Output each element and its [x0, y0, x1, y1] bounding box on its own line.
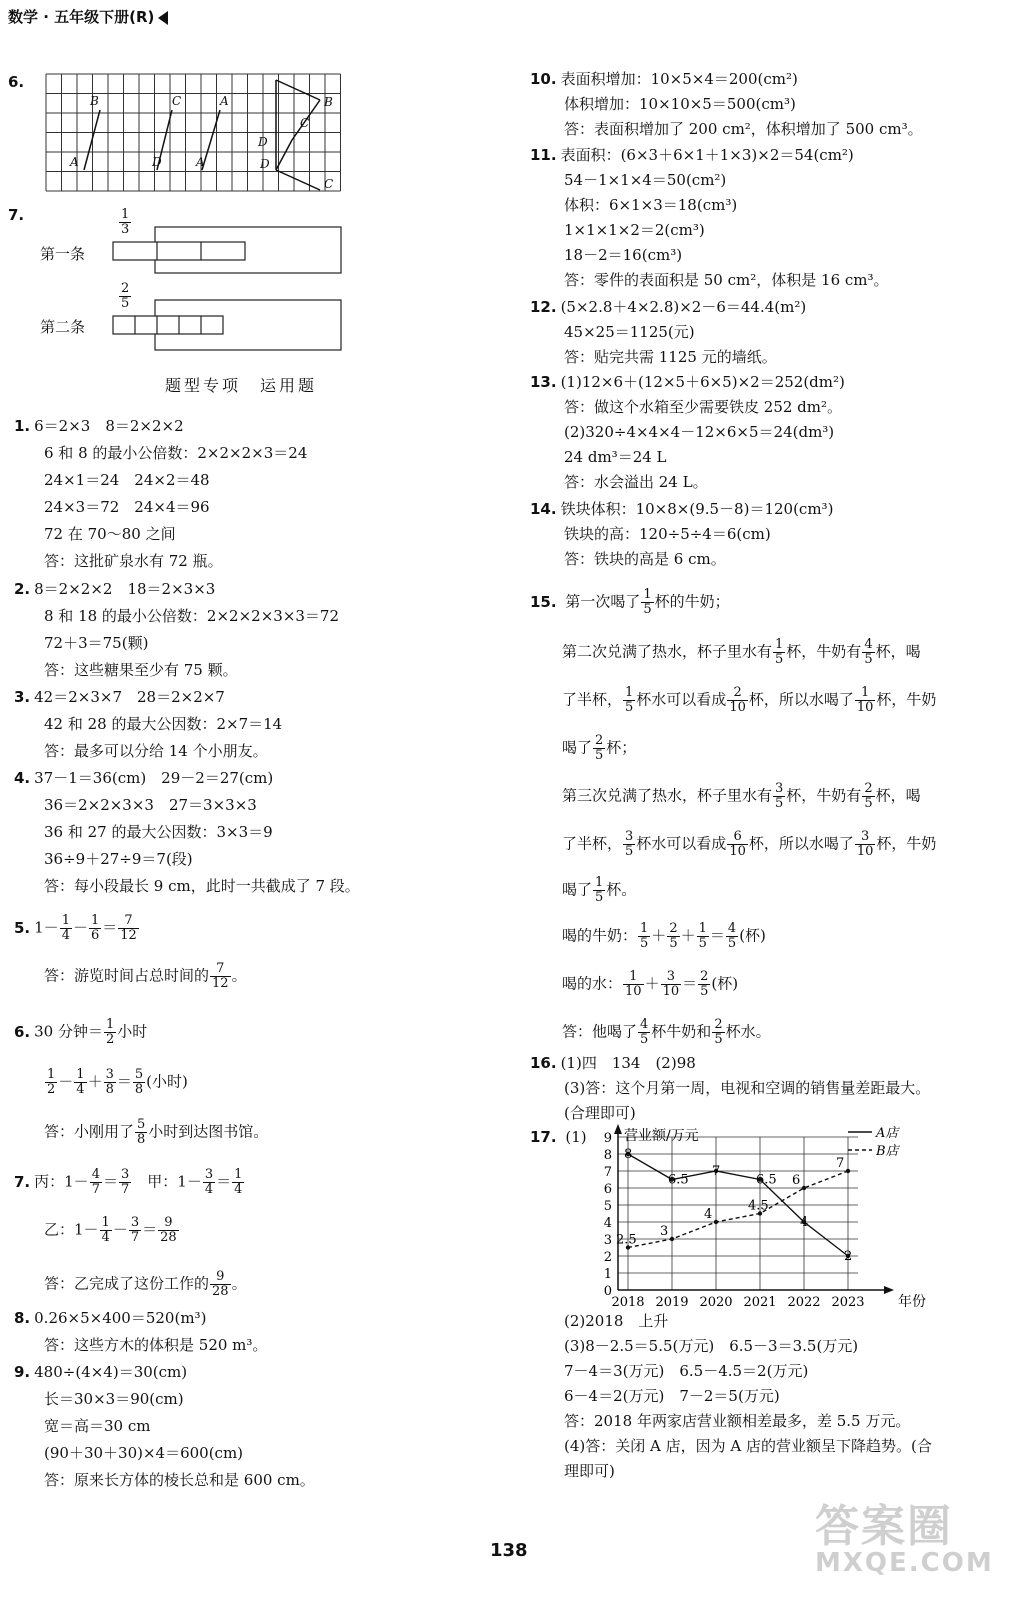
- y-tick-label: 6: [603, 1182, 612, 1197]
- answer-line: 18－2＝16(cm³): [564, 246, 683, 264]
- y-tick-label: 7: [603, 1165, 612, 1180]
- answer-line: 答：每小段最长 9 cm，此时一共截成了 7 段。: [44, 877, 360, 895]
- data-label: 4: [704, 1207, 713, 1222]
- answer-line: 4. 37－1＝36(cm) 29－2＝27(cm): [14, 769, 274, 787]
- legend-label: B店: [876, 1144, 899, 1159]
- grid-label: C: [172, 94, 182, 108]
- question-number: 13.: [530, 373, 557, 391]
- question-number: 2.: [14, 580, 31, 598]
- grid-label: A: [70, 155, 79, 169]
- data-label: 6: [792, 1173, 801, 1188]
- answer-line: 16. (1)四 134 (2)98: [530, 1054, 696, 1072]
- q17-line-chart: [580, 1122, 926, 1310]
- q5-line1: 5. 1－ $\frac{1}{4}$ － $\frac{1}{6}$ ＝ $\frac{7}{12}$: [14, 913, 137, 943]
- y-tick-label: 8: [603, 1148, 612, 1163]
- grid-label: A: [196, 155, 205, 169]
- answer-line: 体积增加：10×10×5＝500(cm³): [564, 95, 796, 113]
- q6-grid-figure: [44, 70, 340, 196]
- answer-line: 24 dm³＝24 L: [564, 448, 667, 466]
- answer-line: 答：原来长方体的棱长总和是 600 cm。: [44, 1471, 315, 1489]
- q7b-line1: 7. 丙：1－ $\frac{4}{7}$ ＝ $\frac{3}{7}$ 甲：1－ $\frac{3}{4}$ ＝ $\frac{1}{4}$: [14, 1167, 243, 1197]
- answer-line: 13. (1)12×6＋(12×5＋6×5)×2＝252(dm²): [530, 373, 845, 391]
- grid-label: D: [260, 157, 270, 171]
- answer-line: (90＋30＋30)×4＝600(cm): [44, 1444, 244, 1462]
- answer-line: 理即可): [564, 1462, 615, 1480]
- data-point: [670, 1237, 674, 1241]
- answer-line: 铁块的高：120÷5÷4＝6(cm): [564, 525, 771, 543]
- data-point: [846, 1169, 850, 1173]
- x-tick-label: 2022: [787, 1295, 821, 1310]
- answer-line: 9. 480÷(4×4)＝30(cm): [14, 1363, 188, 1381]
- x-axis-arrow-icon: [884, 1286, 894, 1294]
- answer-line: 72 在 70～80 之间: [44, 525, 176, 543]
- x-tick-label: 2021: [743, 1295, 777, 1310]
- q15-line4: 喝了 $\frac{2}{5}$ 杯；: [562, 733, 637, 763]
- data-label: 3: [660, 1224, 669, 1239]
- answer-line: 答：铁块的高是 6 cm。: [564, 550, 726, 568]
- q15-line7: 喝了 $\frac{1}{5}$ 杯。: [562, 875, 637, 905]
- answer-line: 36＝2×2×3×3 27＝3×3×3: [44, 796, 257, 814]
- question-number: 4.: [14, 769, 31, 787]
- legend-label: A店: [876, 1126, 899, 1141]
- q15-line3: 了半杯， $\frac{1}{5}$ 杯水可以看成 $\frac{2}{10}$ 杯，所以水喝了 $\frac{1}{10}$ 杯，牛奶: [562, 685, 937, 715]
- answer-line: 10. 表面积增加：10×5×4＝200(cm²): [530, 70, 798, 88]
- x-tick-label: 2020: [699, 1295, 733, 1310]
- q15-line8: 喝的牛奶： $\frac{1}{5}$ ＋ $\frac{2}{5}$ ＋ $\frac{1}{5}$ ＝ $\frac{4}{5}$ (杯): [562, 921, 766, 951]
- answer-line: 7－4＝3(万元) 6.5－4.5＝2(万元): [564, 1362, 809, 1380]
- y-tick-label: 9: [603, 1131, 612, 1146]
- answer-line: 24×3＝72 24×4＝96: [44, 498, 210, 516]
- q7b-answer: 答：乙完成了这份工作的 $\frac{9}{28}$ 。: [44, 1269, 247, 1299]
- x-axis-label: 年份: [898, 1294, 926, 1310]
- strip1-fraction: 1 3: [121, 207, 130, 237]
- data-label: 6.5: [756, 1172, 777, 1188]
- answer-line: 1. 6＝2×3 8＝2×2×2: [14, 417, 184, 435]
- q15-line9: 喝的水： $\frac{1}{10}$ ＋ $\frac{3}{10}$ ＝ $\frac{2}{5}$ (杯): [562, 969, 739, 999]
- grid-label: D: [152, 155, 162, 169]
- q7-number: 7.: [8, 206, 25, 224]
- answer-line: 8. 0.26×5×400＝520(m³): [14, 1309, 207, 1327]
- y-tick-label: 3: [603, 1233, 612, 1248]
- section-title: 题型专项 运用题: [165, 376, 318, 395]
- header-triangle-icon: [158, 11, 168, 25]
- answer-line: 答：表面积增加了 200 cm²，体积增加了 500 cm³。: [564, 120, 923, 138]
- answer-line: (3)8－2.5＝5.5(万元) 6.5－3＝3.5(万元): [564, 1337, 859, 1355]
- question-number: 16.: [530, 1054, 557, 1072]
- answer-line: 宽＝高＝30 cm: [44, 1417, 151, 1435]
- y-tick-label: 0: [603, 1284, 612, 1299]
- grid-label: C: [300, 116, 310, 130]
- data-point: [714, 1220, 718, 1224]
- answer-line: 42 和 28 的最大公因数：2×7＝14: [44, 715, 283, 733]
- q15-line2: 第二次兑满了热水，杯子里水有 $\frac{1}{5}$ 杯，牛奶有 $\frac{4}{5}$ 杯，喝: [562, 637, 921, 667]
- q6-number: 6.: [8, 73, 25, 91]
- data-label: 6.5: [668, 1172, 689, 1188]
- q15-line1: 15. 第一次喝了 $\frac{1}{5}$ 杯的牛奶；: [530, 587, 730, 617]
- answer-line: 36 和 27 的最大公因数：3×3＝9: [44, 823, 273, 841]
- answer-line: 72＋3＝75(颗): [44, 634, 149, 652]
- q6b-line1: 6. 30 分钟＝ $\frac{1}{2}$ 小时: [14, 1017, 148, 1047]
- answer-line: 体积：6×1×3＝18(cm³): [564, 196, 738, 214]
- question-number: 1.: [14, 417, 31, 435]
- answer-line: 3. 42＝2×3×7 28＝2×2×7: [14, 688, 225, 706]
- q15-line6: 了半杯， $\frac{3}{5}$ 杯水可以看成 $\frac{6}{10}$ 杯，所以水喝了 $\frac{3}{10}$ 杯，牛奶: [562, 829, 937, 859]
- q6b-line2: $\frac{1}{2}$ － $\frac{1}{4}$ ＋ $\frac{3}{8}$ ＝ $\frac{5}{8}$ (小时): [47, 1067, 188, 1097]
- answer-line: (4)答：关闭 A 店，因为 A 店的营业额呈下降趋势。(合: [564, 1437, 932, 1455]
- y-axis-label: 营业额/万元: [624, 1128, 699, 1144]
- answer-line: 答：零件的表面积是 50 cm²，体积是 16 cm³。: [564, 271, 889, 289]
- data-point: [802, 1186, 806, 1190]
- question-number: 12.: [530, 298, 557, 316]
- answer-line: 12. (5×2.8＋4×2.8)×2－6＝44.4(m²): [530, 298, 807, 316]
- data-label: 2: [844, 1249, 853, 1264]
- answer-line: (合理即可): [564, 1104, 636, 1122]
- answer-line: (2)2018 上升: [564, 1312, 669, 1330]
- q5-answer: 答：游览时间占总时间的 $\frac{7}{12}$ 。: [44, 961, 247, 991]
- strip2-fraction: 2 5: [121, 281, 130, 311]
- q6b-answer: 答：小刚用了 $\frac{5}{8}$ 小时到达图书馆。: [44, 1117, 269, 1147]
- answer-line: 答：这批矿泉水有 72 瓶。: [44, 552, 223, 570]
- grid-label: B: [324, 95, 333, 109]
- answer-line: 54－1×1×4＝50(cm²): [564, 171, 727, 189]
- answer-line: 答：这些方木的体积是 520 m³。: [44, 1336, 268, 1354]
- q17-line1: 17. (1): [530, 1128, 587, 1146]
- answer-line: 答：贴完共需 1125 元的墙纸。: [564, 348, 777, 366]
- grid-label: D: [258, 135, 268, 149]
- answer-line: 答：这些糖果至少有 75 颗。: [44, 661, 238, 679]
- data-label: 4: [800, 1215, 809, 1230]
- y-axis-arrow-icon: [614, 1124, 622, 1134]
- header-title: 数学 · 五年级下册(R): [8, 8, 155, 26]
- watermark-logo: 答案圈 MXQE.COM: [815, 1501, 994, 1578]
- x-tick-label: 2019: [655, 1295, 689, 1310]
- data-label: 7: [712, 1164, 721, 1179]
- question-number: 14.: [530, 500, 557, 518]
- answer-line: 14. 铁块体积：10×8×(9.5－8)＝120(cm³): [530, 500, 834, 518]
- page-header: [8, 6, 168, 27]
- question-number: 3.: [14, 688, 31, 706]
- answer-line: 6 和 8 的最小公倍数：2×2×2×3＝24: [44, 444, 308, 462]
- answer-line: 1×1×1×2＝2(cm³): [564, 221, 705, 239]
- answer-line: 长＝30×3＝90(cm): [44, 1390, 184, 1408]
- grid-label: C: [324, 177, 334, 191]
- data-label: 4.5: [748, 1198, 769, 1214]
- strip2-label: 第二条: [40, 318, 86, 336]
- answer-line: 11. 表面积：(6×3＋6×1＋1×3)×2＝54(cm²): [530, 146, 854, 164]
- answer-line: 6－4＝2(万元) 7－2＝5(万元): [564, 1387, 780, 1405]
- grid-label: A: [220, 94, 229, 108]
- y-tick-label: 5: [603, 1199, 612, 1214]
- grid-label: B: [90, 94, 99, 108]
- answer-line: 答：最多可以分给 14 个小朋友。: [44, 742, 268, 760]
- q15-answer: 答：他喝了 $\frac{4}{5}$ 杯牛奶和 $\frac{2}{5}$ 杯水。: [562, 1017, 771, 1047]
- answer-line: 答：水会溢出 24 L。: [564, 473, 708, 491]
- answer-line: 45×25＝1125(元): [564, 323, 695, 341]
- data-label: 7: [836, 1156, 845, 1171]
- page-number: 138: [490, 1540, 528, 1561]
- answer-line: 36÷9＋27÷9＝7(段): [44, 850, 193, 868]
- answer-line: (3)答：这个月第一周，电视和空调的销售量差距最大。: [564, 1079, 931, 1097]
- x-tick-label: 2018: [611, 1295, 645, 1310]
- answer-line: (2)320÷4×4×4－12×6×5＝24(dm³): [564, 423, 835, 441]
- y-tick-label: 1: [603, 1267, 612, 1282]
- y-tick-label: 4: [603, 1216, 612, 1231]
- q7b-line2: 乙：1－ $\frac{1}{4}$ － $\frac{3}{7}$ ＝ $\frac{9}{28}$: [44, 1215, 177, 1245]
- answer-line: 答：做这个水箱至少需要铁皮 252 dm²。: [564, 398, 843, 416]
- answer-line: 2. 8＝2×2×2 18＝2×3×3: [14, 580, 216, 598]
- question-number: 9.: [14, 1363, 31, 1381]
- question-number: 11.: [530, 146, 557, 164]
- answer-line: 8 和 18 的最小公倍数：2×2×2×3×3＝72: [44, 607, 340, 625]
- strip-diagrams: [110, 225, 345, 355]
- strip1-label: 第一条: [40, 245, 86, 263]
- q15-line5: 第三次兑满了热水，杯子里水有 $\frac{3}{5}$ 杯，牛奶有 $\frac{2}{5}$ 杯，喝: [562, 781, 921, 811]
- question-number: 10.: [530, 70, 557, 88]
- data-label: 2.5: [616, 1232, 637, 1248]
- answer-line: 答：2018 年两家店营业额相差最多，差 5.5 万元。: [564, 1412, 911, 1430]
- data-label: 8: [624, 1147, 633, 1162]
- y-tick-label: 2: [603, 1250, 612, 1265]
- question-number: 8.: [14, 1309, 31, 1327]
- answer-line: 24×1＝24 24×2＝48: [44, 471, 210, 489]
- x-tick-label: 2023: [831, 1295, 865, 1310]
